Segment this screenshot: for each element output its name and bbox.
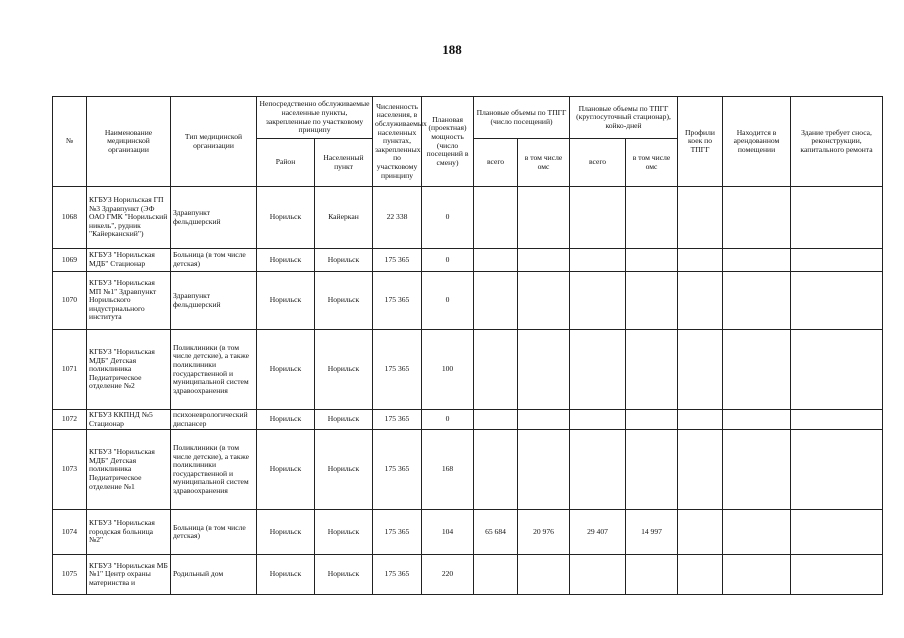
cell-beds-total xyxy=(570,330,626,410)
cell-beds-total xyxy=(570,430,626,510)
cell-district: Норильск xyxy=(257,510,315,555)
table-row xyxy=(53,430,883,510)
header-row-1 xyxy=(53,97,883,139)
header-capacity: Плановая (проектная) мощность (число посещений в смену) xyxy=(422,97,474,187)
header-settlement: Населенный пункт xyxy=(315,139,373,187)
cell-rented xyxy=(723,330,791,410)
cell-settlement: Норильск xyxy=(315,330,373,410)
cell-district: Норильск xyxy=(257,555,315,595)
cell-beds-total xyxy=(570,410,626,430)
cell-num: 1072 xyxy=(53,410,87,430)
cell-district: Норильск xyxy=(257,249,315,272)
cell-org: КГБУЗ Норильская ГП №3 Здравпункт (ЭФ ОАО ГМК "Норильский никель", рудник "Кайерканский") xyxy=(87,187,171,249)
cell-repair xyxy=(791,272,883,330)
cell-population: 175 365 xyxy=(373,272,422,330)
cell-num: 1074 xyxy=(53,510,87,555)
cell-type: Поликлиники (в том числе детские), а также поликлиники государственной и муниципальной систем здравоохранения xyxy=(171,430,257,510)
cell-num: 1070 xyxy=(53,272,87,330)
cell-population: 175 365 xyxy=(373,249,422,272)
cell-population: 22 338 xyxy=(373,187,422,249)
cell-profile xyxy=(678,555,723,595)
cell-org: КГБУЗ "Норильская МДБ" Детская поликлиника Педиатрическое отделение №2 xyxy=(87,330,171,410)
cell-profile xyxy=(678,410,723,430)
cell-beds-oms xyxy=(626,330,678,410)
cell-visits-total xyxy=(474,272,518,330)
cell-rented xyxy=(723,187,791,249)
cell-population: 175 365 xyxy=(373,330,422,410)
cell-rented xyxy=(723,272,791,330)
table-row xyxy=(53,510,883,555)
cell-visits-total xyxy=(474,430,518,510)
cell-repair xyxy=(791,330,883,410)
cell-repair xyxy=(791,410,883,430)
cell-beds-total xyxy=(570,249,626,272)
cell-visits-total xyxy=(474,187,518,249)
cell-org: КГБУЗ "Норильская МДБ" Стационар xyxy=(87,249,171,272)
header-visits-total: всего xyxy=(474,139,518,187)
cell-visits-total: 65 684 xyxy=(474,510,518,555)
cell-rented xyxy=(723,555,791,595)
header-beds-total: всего xyxy=(570,139,626,187)
cell-settlement: Норильск xyxy=(315,249,373,272)
header-visits-oms: в том числе омс xyxy=(518,139,570,187)
header-repair: Здание требует сноса, реконструкции, капитального ремонта xyxy=(791,97,883,187)
header-visits-group: Плановые объемы по ТПГГ (число посещений) xyxy=(474,97,570,139)
cell-visits-total xyxy=(474,410,518,430)
cell-profile xyxy=(678,330,723,410)
cell-type: психоневрологический диспансер xyxy=(171,410,257,430)
cell-district: Норильск xyxy=(257,272,315,330)
cell-beds-total xyxy=(570,555,626,595)
cell-repair xyxy=(791,555,883,595)
cell-settlement: Норильск xyxy=(315,272,373,330)
cell-beds-total: 29 407 xyxy=(570,510,626,555)
cell-district: Норильск xyxy=(257,187,315,249)
table-row xyxy=(53,410,883,430)
table-row xyxy=(53,187,883,249)
cell-beds-oms xyxy=(626,272,678,330)
cell-capacity: 0 xyxy=(422,410,474,430)
cell-org: КГБУЗ "Норильская МБ №1" Центр охраны материнства и xyxy=(87,555,171,595)
cell-visits-oms xyxy=(518,249,570,272)
header-num: № xyxy=(53,97,87,187)
cell-profile xyxy=(678,510,723,555)
header-served-group: Непосредственно обслуживаемые населенные пункты, закрепленные по участковому принципу xyxy=(257,97,373,139)
cell-visits-oms xyxy=(518,187,570,249)
cell-district: Норильск xyxy=(257,330,315,410)
cell-rented xyxy=(723,430,791,510)
cell-org: КГБУЗ "Норильская МДБ" Детская поликлиника Педиатрическое отделение №1 xyxy=(87,430,171,510)
cell-settlement: Норильск xyxy=(315,510,373,555)
cell-visits-total xyxy=(474,330,518,410)
cell-beds-total xyxy=(570,187,626,249)
table-row xyxy=(53,330,883,410)
cell-population: 175 365 xyxy=(373,555,422,595)
cell-settlement: Норильск xyxy=(315,410,373,430)
cell-capacity: 100 xyxy=(422,330,474,410)
table-row xyxy=(53,272,883,330)
cell-beds-oms xyxy=(626,410,678,430)
cell-type: Здравпункт фельдшерский xyxy=(171,187,257,249)
cell-num: 1073 xyxy=(53,430,87,510)
cell-visits-oms xyxy=(518,410,570,430)
cell-population: 175 365 xyxy=(373,410,422,430)
cell-visits-oms xyxy=(518,272,570,330)
header-type: Тип медицинской организации xyxy=(171,97,257,187)
cell-type: Родильный дом xyxy=(171,555,257,595)
cell-visits-oms xyxy=(518,555,570,595)
cell-visits-oms xyxy=(518,430,570,510)
header-rented: Находится в арендованном помещении xyxy=(723,97,791,187)
header-beds-oms: в том числе омс xyxy=(626,139,678,187)
header-org: Наименование медицинской организации xyxy=(87,97,171,187)
cell-num: 1068 xyxy=(53,187,87,249)
cell-org: КГБУЗ "Норильская МП №1" Здравпункт Норильского индустриального института xyxy=(87,272,171,330)
cell-beds-oms xyxy=(626,187,678,249)
cell-type: Больница (в том числе детская) xyxy=(171,510,257,555)
cell-visits-oms: 20 976 xyxy=(518,510,570,555)
cell-profile xyxy=(678,430,723,510)
cell-repair xyxy=(791,187,883,249)
page-number: 188 xyxy=(442,42,462,57)
cell-type: Здравпункт фельдшерский xyxy=(171,272,257,330)
cell-repair xyxy=(791,430,883,510)
cell-settlement: Норильск xyxy=(315,430,373,510)
cell-district: Норильск xyxy=(257,430,315,510)
cell-district: Норильск xyxy=(257,410,315,430)
cell-visits-oms xyxy=(518,330,570,410)
header-bed-profile: Профили коек по ТПГГ xyxy=(678,97,723,187)
cell-num: 1075 xyxy=(53,555,87,595)
cell-type: Больница (в том числе детская) xyxy=(171,249,257,272)
cell-num: 1069 xyxy=(53,249,87,272)
cell-rented xyxy=(723,249,791,272)
cell-beds-oms xyxy=(626,249,678,272)
table-row xyxy=(53,249,883,272)
cell-org: КГБУЗ ККПНД №5 Стационар xyxy=(87,410,171,430)
cell-capacity: 0 xyxy=(422,272,474,330)
cell-beds-oms: 14 997 xyxy=(626,510,678,555)
cell-visits-total xyxy=(474,555,518,595)
header-population: Численность населения, в обслуживаемых населенных пунктах, закрепленных по участковому принципу xyxy=(373,97,422,187)
header-beds-group: Плановые объемы по ТПГГ (круглосуточный стационар), койко-дней xyxy=(570,97,678,139)
table-body xyxy=(53,187,883,595)
cell-num: 1071 xyxy=(53,330,87,410)
cell-repair xyxy=(791,249,883,272)
table-row xyxy=(53,555,883,595)
cell-repair xyxy=(791,510,883,555)
cell-profile xyxy=(678,272,723,330)
cell-profile xyxy=(678,187,723,249)
cell-capacity: 104 xyxy=(422,510,474,555)
cell-capacity: 0 xyxy=(422,187,474,249)
cell-beds-oms xyxy=(626,430,678,510)
cell-beds-total xyxy=(570,272,626,330)
cell-beds-oms xyxy=(626,555,678,595)
cell-population: 175 365 xyxy=(373,430,422,510)
cell-settlement: Норильск xyxy=(315,555,373,595)
cell-capacity: 0 xyxy=(422,249,474,272)
cell-capacity: 220 xyxy=(422,555,474,595)
cell-org: КГБУЗ "Норильская городская больница №2" xyxy=(87,510,171,555)
header-district: Район xyxy=(257,139,315,187)
cell-type: Поликлиники (в том числе детские), а также поликлиники государственной и муниципальной систем здравоохранения xyxy=(171,330,257,410)
cell-profile xyxy=(678,249,723,272)
cell-visits-total xyxy=(474,249,518,272)
registry-table xyxy=(52,96,883,595)
cell-rented xyxy=(723,510,791,555)
cell-capacity: 168 xyxy=(422,430,474,510)
cell-population: 175 365 xyxy=(373,510,422,555)
cell-settlement: Кайеркан xyxy=(315,187,373,249)
cell-rented xyxy=(723,410,791,430)
